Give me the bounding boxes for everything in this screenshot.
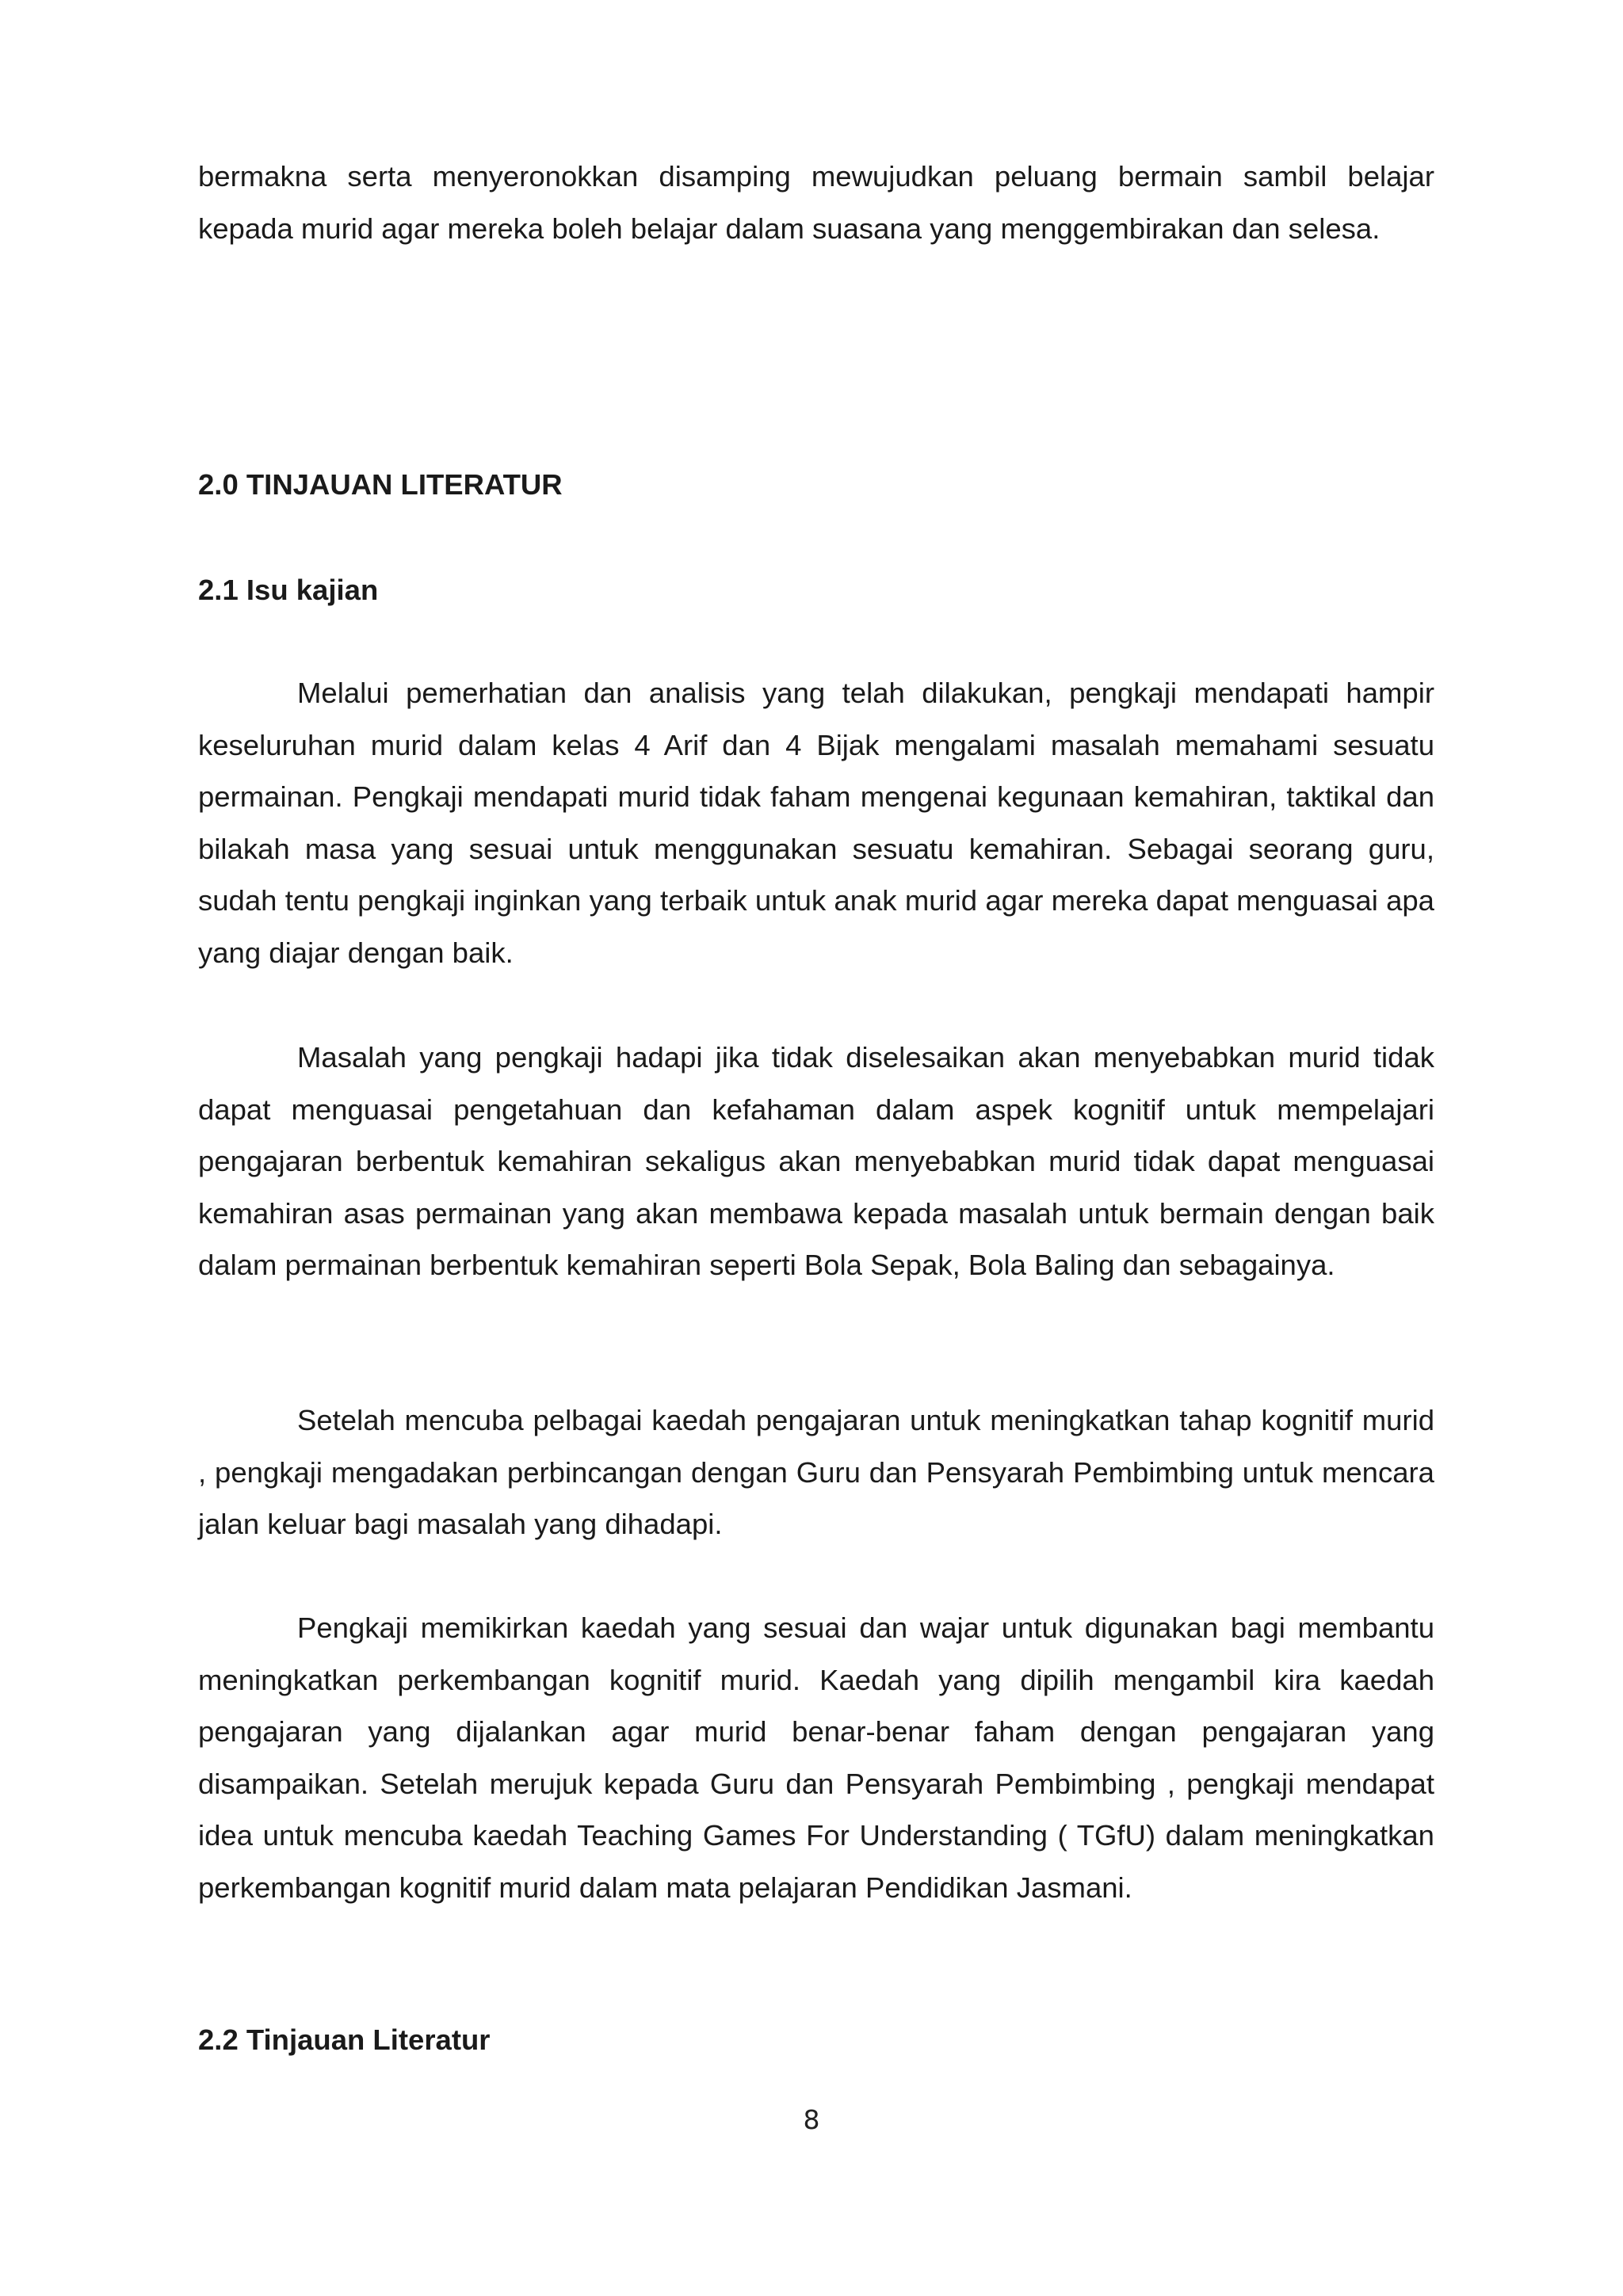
intro-paragraph: bermakna serta menyeronokkan disamping mewujudkan peluang bermain sambil belajar kepada murid agar mereka boleh belajar dalam suasana yang menggembirakan dan selesa. [198, 160, 1434, 245]
paragraph-isu-kajian-4: Pengkaji memikirkan kaedah yang sesuai dan wajar untuk digunakan bagi membantu meningkatkan perkembangan kognitif murid. Kaedah yang dipilih mengambil kira kaedah pengajaran yang dijalankan agar murid benar-benar faham dengan pengajaran yang disampaikan. Setelah merujuk kepada Guru dan Pensyarah Pembimbing , pengkaji mendapat idea untuk mencuba kaedah Teaching Games For Understanding ( TGfU) dalam meningkatkan perkembangan kognitif murid dalam mata pelajaran Pendidikan Jasmani. [198, 1611, 1434, 1904]
subsection-heading-isu-kajian: 2.1 Isu kajian [198, 574, 379, 606]
paragraph-isu-kajian-3: Setelah mencuba pelbagai kaedah pengajaran untuk meningkatkan tahap kognitif murid , pengkaji mengadakan perbincangan dengan Guru dan Pensyarah Pembimbing untuk mencara jalan keluar bagi masalah yang dihadapi. [198, 1404, 1434, 1540]
document-page [198, 0, 1434, 2296]
page-number: 8 [803, 2104, 820, 2135]
section-heading: 2.0 TINJAUAN LITERATUR [198, 468, 563, 501]
subsection-heading-tinjauan-literatur: 2.2 Tinjauan Literatur [198, 2023, 491, 2056]
paragraph-isu-kajian-1: Melalui pemerhatian dan analisis yang telah dilakukan, pengkaji mendapati hampir keseluruhan murid dalam kelas 4 Arif dan 4 Bijak mengalami masalah memahami sesuatu permainan. Pengkaji mendapati murid tidak faham mengenai kegunaan kemahiran, taktikal dan bilakah masa yang sesuai untuk menggunakan sesuatu kemahiran. Sebagai seorang guru, sudah tentu pengkaji inginkan yang terbaik untuk anak murid agar mereka dapat menguasai apa yang diajar dengan baik. [198, 677, 1434, 969]
paragraph-isu-kajian-2: Masalah yang pengkaji hadapi jika tidak diselesaikan akan menyebabkan murid tidak dapat menguasai pengetahuan dan kefahaman dalam aspek kognitif untuk mempelajari pengajaran berbentuk kemahiran sekaligus akan menyebabkan murid tidak dapat menguasai kemahiran asas permainan yang akan membawa kepada masalah untuk bermain dengan baik dalam permainan berbentuk kemahiran seperti Bola Sepak, Bola Baling dan sebagainya. [198, 1041, 1434, 1281]
